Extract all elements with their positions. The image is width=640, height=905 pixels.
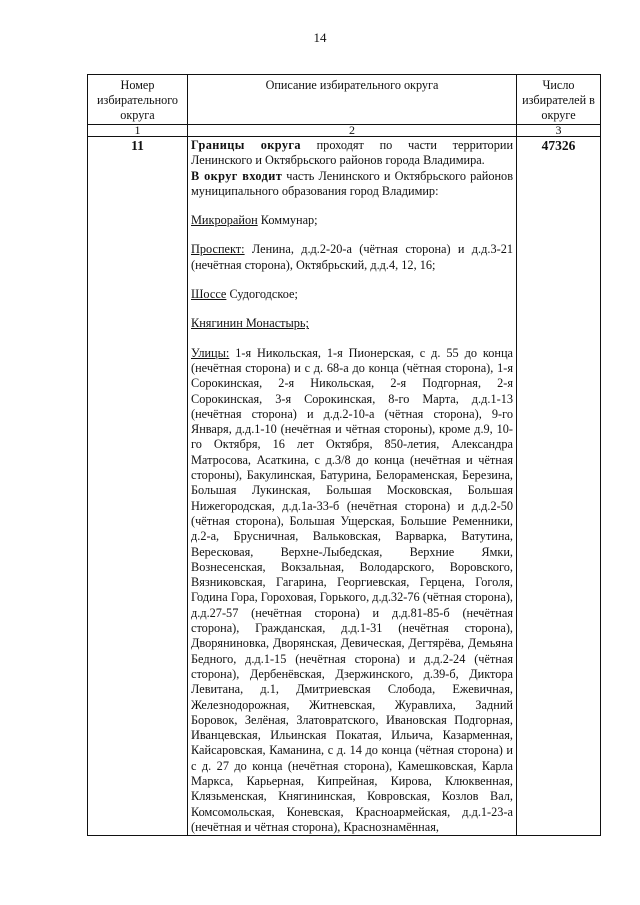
column-numbers-row <box>88 125 601 137</box>
district-number: 11 <box>88 137 188 836</box>
microdistrict-text: Коммунар; <box>260 213 318 228</box>
borders-paragraph <box>191 138 513 169</box>
column-number-1: 1 <box>88 125 188 137</box>
column-number-2: 2 <box>188 125 517 137</box>
page-number: 14 <box>313 30 327 45</box>
district-voters-count: 47326 <box>517 137 601 836</box>
highway-label: Шоссе <box>191 287 227 302</box>
header-district-number: Номер избирательного округа <box>88 75 188 125</box>
monastery-paragraph <box>191 316 513 331</box>
header-description: Описание избирательного округа <box>188 75 517 125</box>
includes-heading: В округ входит <box>191 168 283 183</box>
includes-paragraph <box>191 169 513 200</box>
microdistrict-paragraph <box>191 213 513 228</box>
prospect-paragraph <box>191 242 513 273</box>
prospect-label: Проспект: <box>191 242 245 257</box>
highway-paragraph <box>191 287 513 302</box>
header-voters-count: Число избирателей в округе <box>517 75 601 125</box>
highway-text: Судогодское; <box>229 287 298 302</box>
borders-text: проходят по части территории Ленинского и Октябрьского районов города Владимира. <box>191 138 514 168</box>
table-row <box>88 137 601 836</box>
column-number-3: 3 <box>517 125 601 137</box>
borders-heading: Границы округа <box>191 138 301 152</box>
prospect-text: Ленина, д.д.2-20-а (чётная сторона) и д.д.3-21 (нечётная сторона), Октябрьский, д.д.4, 12, 16; <box>191 242 514 272</box>
streets-paragraph <box>191 346 513 836</box>
microdistrict-label: Микрорайон <box>191 213 258 228</box>
includes-text: часть Ленинского и Октябрьского районов муниципального образования город Владимир: <box>191 168 514 198</box>
district-description <box>188 137 517 836</box>
table-header-row <box>88 75 601 125</box>
streets-text: 1-я Никольская, 1-я Пионерская, с д. 55 до конца (нечётная сторона) и с д. 68-а до конца (чётная сторона), 1-я Сорокинская, 2-я Никольская, 2-я Подгорная, 2-я Сорокинская, 3-я Сорокинская, 8-го Марта, д.д.1-13 (нечётная сторона) и д.д.2-10-а (чётная сторона), 9-го Января, д.д.1-10 (нечётная и чётная стороны), кроме д.9, 10-го Октября, 16 лет Октября, 850-летия, Александра Матросова, Асаткина, с д.3/8 до конца (нечётная и чётная стороны), Бакулинская, Батурина, Белораменская, Березина, Большая Лукинская, Большая Московская, Большая Нижегородская, д.д.1а-33-б (нечётная сторона) и д.д.2-50 (чётная сторона), Большая Ущерская, Большие Ременники, д.2-а, Брусничная, Вальковская, Варварка, Ватутина, Вересковая, Верхне-Лыбедская, Верхние Ямки, Вознесенская, Вокзальная, Володарского, Воровского, Вязниковская, Гагарина, Георгиевская, Герцена, Гоголя, Година Гора, Гороховая, Горького, д.д.32-76 (чётная сторона), д.д.27-57 (нечётная сторона) и д.д.81-85-б (нечётная сторона), Гражданская, д.д.1-31 (нечётная сторона), Дворяниновка, Дворянская, Девическая, Дегтярёва, Демьяна Бедного, д.д.1-15 (нечётная сторона) и д.д.2-24 (чётная сторона), Дербенёвская, Дзержинского, д.39-б, Диктора Левитана, д.1, Дмитриевская Слобода, Ежевичная, Железнодорожная, Житневская, Журавлиха, Задний Боровок, Зелёная, Златовратского, Ивановская Подгорная, Иванцевская, Ильинская Покатая, Ильича, Казарменная, Кайсаровская, Каманина, с д. 14 до конца (чётная сторона) и с д. 27 до конца (нечётная сторона), Камешковская, Карла Маркса, Карьерная, Кипрейная, Кирова, Клюквенная, Клязьменская, Княгининская, Ковровская, Козлов Вал, Комсомольская, Коневская, Красноармейская, д.д.1-23-а (нечётная и чётная сторона), Краснознамённая, <box>191 345 513 834</box>
streets-label: Улицы: <box>191 345 230 360</box>
monastery-label: Княгинин Монастырь; <box>191 316 309 331</box>
districts-table <box>87 74 601 836</box>
